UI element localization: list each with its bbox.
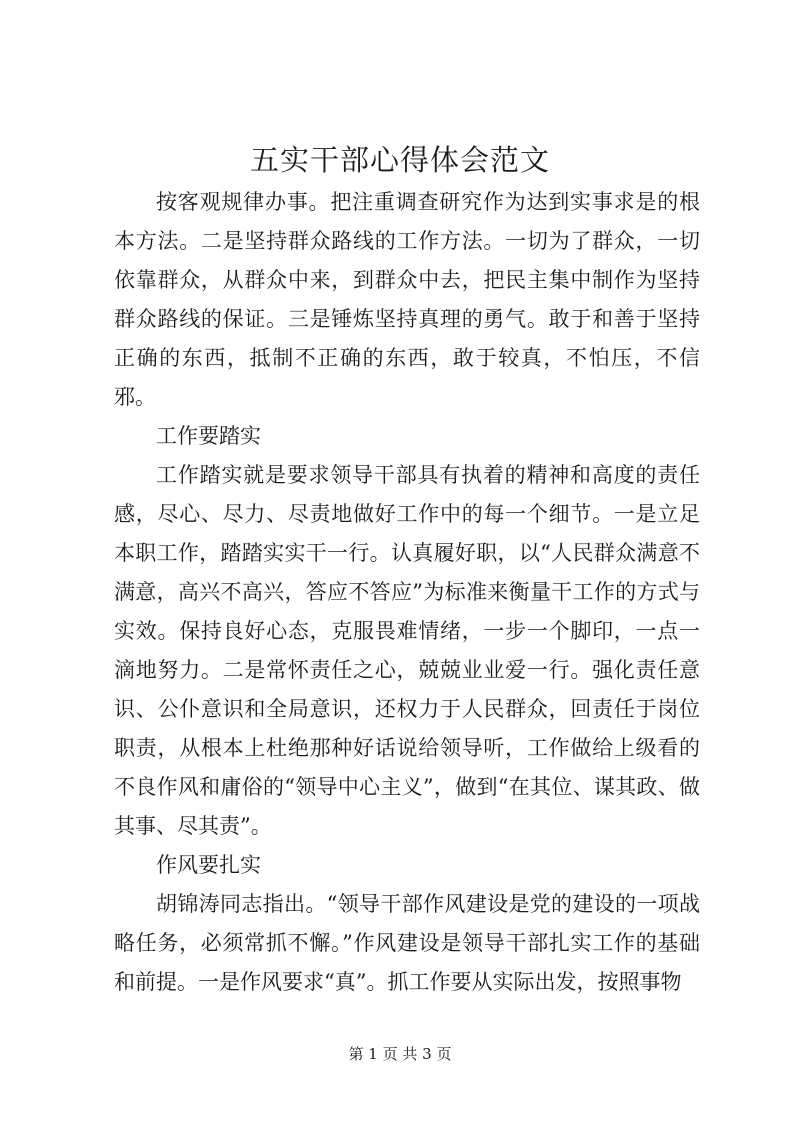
page-footer: 第 1 页 共 3 页 [348, 1045, 452, 1063]
section-heading-style: 作风要扎实 [156, 853, 261, 877]
page-title: 五实干部心得体会范文 [249, 143, 550, 177]
paragraph-2: 工作踏实就是要求领导干部具有执着的精神和高度的责任感，尽心、尽力、尽责地做好工作中的每一个细节。一是立足本职工作，踏踏实实干一行。认真履好职，以“人民群众满意不满意，高兴不高兴，答应不答应”为标准来衡量干工作的方式与实效。保持良好心态，克服畏难情绪，一步一个脚印，一点一滴地努力。二是常怀责任之心，兢兢业业爱一行。强化责任意识、公仆意识和全局意识，还权力于人民群众，回责任于岗位职责，从根本上杜绝那种好话说给领导听，工作做给上级看的不良作风和庸俗的“领导中心主义”，做到“在其位、谋其政、做其事、尽其责”。 [114, 463, 700, 838]
paragraph-3: 胡锦涛同志指出。“领导干部作风建设是党的建设的一项战略任务，必须常抓不懈。”作风建设是领导干部扎实工作的基础和前提。一是作风要求“真”。抓工作要从实际出发，按照事物 [114, 892, 700, 994]
document-body [114, 183, 700, 1002]
paragraph-1: 按客观规律办事。把注重调查研究作为达到实事求是的根本方法。二是坚持群众路线的工作方法。一切为了群众，一切依靠群众，从群众中来，到群众中去，把民主集中制作为坚持群众路线的保证。三是锤炼坚持真理的勇气。敢于和善于坚持正确的东西，抵制不正确的东西，敢于较真，不怕压，不信邪。 [114, 190, 700, 409]
section-heading-work: 工作要踏实 [156, 424, 261, 448]
